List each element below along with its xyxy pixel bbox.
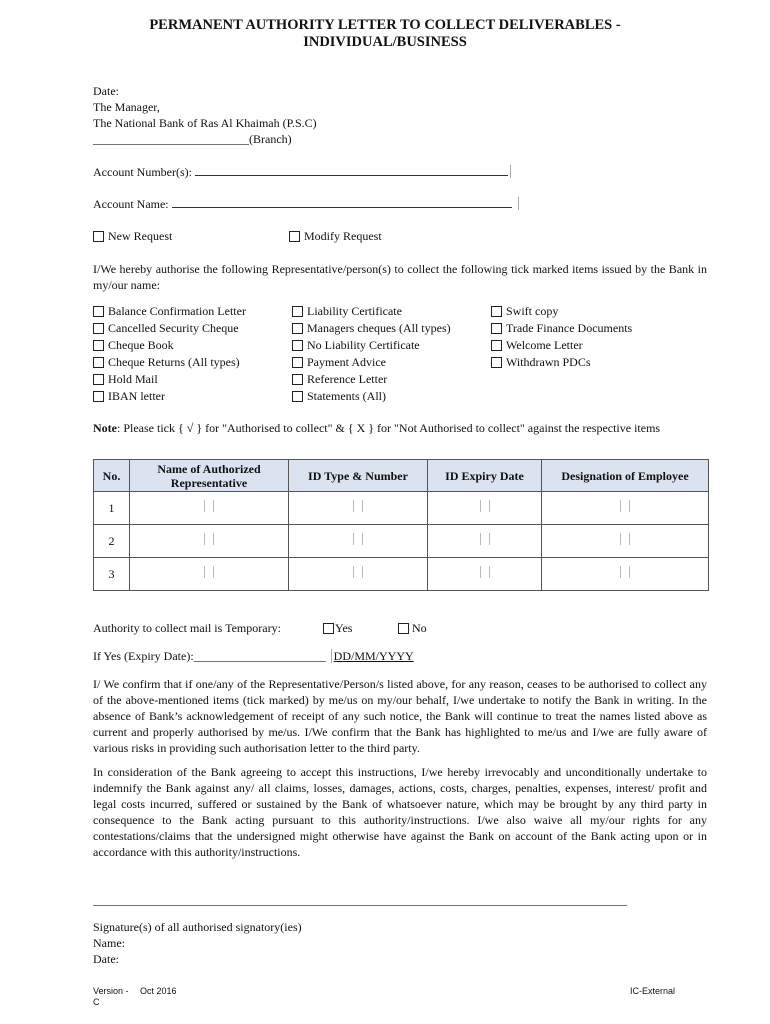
item-checkbox[interactable] [292, 306, 303, 317]
item-checkbox[interactable] [93, 323, 104, 334]
modify-request-checkbox[interactable] [289, 231, 300, 242]
account-name-row [93, 196, 519, 212]
item-no-liability-certificate[interactable] [292, 338, 420, 353]
account-number-field-end [510, 165, 511, 178]
confirmation-paragraph: I/ We confirm that if one/any of the Representative/Person/s listed above, for any reason, ceases to be authorised to collect any of the above-mentioned items (tick marked) by me/us on my/our behalf, I/we undertake to notify the Bank in writing. In the absence of Bank’s acknowledgement of receipt of any such notice, the Bank will continue to treat the names listed above as current and properly authorised by me/us. I/We confirm that the Bank has highlighted to me/us and I/we are fully aware of various risks in providing such authorisation letter to the third party. [93, 677, 707, 755]
title-line-2: INDIVIDUAL/BUSINESS [303, 34, 467, 50]
designation-cell[interactable] [542, 492, 709, 525]
id-expiry-cell[interactable] [428, 525, 542, 558]
item-checkbox[interactable] [292, 391, 303, 402]
item-checkbox[interactable] [491, 323, 502, 334]
bank-name-line: The National Bank of Ras Al Khaimah (P.S.C) [93, 116, 317, 130]
name-cell[interactable] [130, 492, 289, 525]
field-marker [620, 566, 630, 578]
account-number-label: Account Number(s): [93, 165, 192, 179]
item-label: Reference Letter [307, 372, 388, 386]
item-label: Cheque Book [108, 338, 174, 352]
new-request-option[interactable] [93, 229, 172, 244]
item-label: Withdrawn PDCs [506, 355, 591, 369]
item-checkbox[interactable] [292, 357, 303, 368]
expiry-row [93, 649, 414, 664]
item-label: Managers cheques (All types) [307, 321, 451, 335]
field-marker [353, 566, 363, 578]
item-liability-certificate[interactable] [292, 304, 402, 319]
item-checkbox[interactable] [491, 357, 502, 368]
item-payment-advice[interactable] [292, 355, 386, 370]
designation-cell[interactable] [542, 558, 709, 591]
new-request-label: New Request [108, 229, 173, 243]
authorise-paragraph: I/We hereby authorise the following Representative/person(s) to collect the following tick marked items issued by the Bank in my/our name: [93, 262, 707, 292]
temporary-no-option[interactable] [398, 621, 427, 636]
item-label: Cancelled Security Cheque [108, 321, 239, 335]
designation-cell[interactable] [542, 525, 709, 558]
row-number: 3 [94, 558, 130, 591]
item-welcome-letter[interactable] [491, 338, 583, 353]
item-checkbox[interactable] [292, 374, 303, 385]
footer-version-label: Version - [93, 986, 129, 996]
item-withdrawn-pdcs[interactable] [491, 355, 591, 370]
field-marker [204, 533, 214, 545]
item-label: Statements (All) [307, 389, 386, 403]
footer-version [93, 986, 129, 1008]
signature-label: Signature(s) of all authorised signatory(ies) [93, 920, 302, 934]
item-statements[interactable] [292, 389, 386, 404]
item-checkbox[interactable] [93, 391, 104, 402]
temporary-yes-checkbox[interactable] [323, 623, 334, 634]
item-label: Welcome Letter [506, 338, 583, 352]
item-balance-confirmation[interactable] [93, 304, 246, 319]
branch-line[interactable]: __________________________(Branch) [93, 132, 292, 146]
field-marker [353, 533, 363, 545]
field-marker [480, 500, 490, 512]
temporary-no-label: No [412, 621, 427, 635]
representatives-table [93, 459, 709, 591]
item-trade-finance-documents[interactable] [491, 321, 632, 336]
item-cheque-returns[interactable] [93, 355, 240, 370]
table-row [94, 558, 709, 591]
temporary-no-checkbox[interactable] [398, 623, 409, 634]
footer-version-letter: C [93, 997, 100, 1007]
item-label: Cheque Returns (All types) [108, 355, 240, 369]
expiry-date-field[interactable]: ______________________ [193, 649, 326, 663]
item-label: No Liability Certificate [307, 338, 420, 352]
table-row [94, 525, 709, 558]
item-label: Payment Advice [307, 355, 386, 369]
item-checkbox[interactable] [93, 340, 104, 351]
item-checkbox[interactable] [292, 340, 303, 351]
new-request-checkbox[interactable] [93, 231, 104, 242]
item-label: Balance Confirmation Letter [108, 304, 246, 318]
item-reference-letter[interactable] [292, 372, 387, 387]
footer-classification: IC-External [630, 986, 676, 996]
field-marker [353, 500, 363, 512]
header-id-expiry: ID Expiry Date [428, 460, 542, 492]
item-checkbox[interactable] [93, 374, 104, 385]
id-expiry-cell[interactable] [428, 492, 542, 525]
item-managers-cheques[interactable] [292, 321, 451, 336]
header-id-type: ID Type & Number [289, 460, 428, 492]
row-number: 2 [94, 525, 130, 558]
name-cell[interactable] [130, 558, 289, 591]
account-name-field[interactable] [172, 196, 512, 208]
table-header-row [94, 460, 709, 492]
id-type-cell[interactable] [289, 492, 428, 525]
temporary-yes-label: Yes [335, 621, 353, 635]
item-swift-copy[interactable] [491, 304, 558, 319]
signature-name-label: Name: [93, 936, 125, 950]
note-paragraph [93, 420, 707, 436]
item-label: IBAN letter [108, 389, 165, 403]
note-label: Note [93, 421, 117, 435]
item-hold-mail[interactable] [93, 372, 158, 387]
id-type-cell[interactable] [289, 525, 428, 558]
footer-date: Oct 2016 [140, 986, 177, 996]
item-checkbox[interactable] [93, 357, 104, 368]
item-label: Liability Certificate [307, 304, 402, 318]
field-marker [620, 500, 630, 512]
id-type-cell[interactable] [289, 558, 428, 591]
indemnity-paragraph: In consideration of the Bank agreeing to accept this instructions, I/we hereby irrevocably and unconditionally undertake to indemnify the Bank against any/ all claims, losses, damages, actions, costs, charges, penalties, expenses, interest/ profit and legal costs incurred, suffered or sustained by the Bank of whatsoever nature, which may be brought by any third party in consequence to the Bank acting pursuant to this authority/instructions. I/we also waive all my/our rights for any contestations/claims that the undersigned might otherwise have against the Bank on account of the Bank acting upon or in accordance with this authority/instructions. [93, 765, 707, 859]
account-name-label: Account Name: [93, 197, 169, 211]
item-checkbox[interactable] [491, 340, 502, 351]
item-cancelled-security-cheque[interactable] [93, 321, 239, 336]
header-name: Name of Authorized Representative [130, 460, 289, 492]
temporary-label: Authority to collect mail is Temporary: [93, 621, 281, 635]
item-checkbox[interactable] [491, 306, 502, 317]
expiry-label: If Yes (Expiry Date): [93, 649, 194, 663]
table-row [94, 492, 709, 525]
title-line-1: PERMANENT AUTHORITY LETTER TO COLLECT DELIVERABLES - [149, 17, 621, 33]
document-title [60, 17, 710, 51]
expiry-date-format: DD/MM/YYYY [331, 649, 414, 663]
item-label: Hold Mail [108, 372, 158, 386]
id-expiry-cell[interactable] [428, 558, 542, 591]
field-marker [204, 500, 214, 512]
modify-request-option[interactable] [289, 229, 382, 244]
row-number: 1 [94, 492, 130, 525]
item-checkbox[interactable] [292, 323, 303, 334]
temporary-yes-option[interactable] [323, 621, 352, 636]
account-number-row [93, 164, 511, 180]
manager-line: The Manager, [93, 100, 160, 114]
modify-request-label: Modify Request [304, 229, 382, 243]
note-text: : Please tick { √ } for "Authorised to collect" & { X } for "Not Authorised to collect" against the respective items [117, 421, 661, 435]
signature-date-label: Date: [93, 952, 119, 966]
header-no: No. [94, 460, 130, 492]
item-checkbox[interactable] [93, 306, 104, 317]
field-marker [620, 533, 630, 545]
date-label: Date: [93, 84, 119, 98]
header-designation: Designation of Employee [542, 460, 709, 492]
item-iban-letter[interactable] [93, 389, 165, 404]
item-cheque-book[interactable] [93, 338, 174, 353]
account-name-field-end [518, 197, 519, 210]
item-label: Trade Finance Documents [506, 321, 633, 335]
item-label: Swift copy [506, 304, 559, 318]
name-cell[interactable] [130, 525, 289, 558]
field-marker [480, 533, 490, 545]
field-marker [204, 566, 214, 578]
signature-line[interactable]: _________________________________________________________________________________________ [93, 893, 627, 907]
account-number-field[interactable] [195, 164, 508, 176]
field-marker [480, 566, 490, 578]
